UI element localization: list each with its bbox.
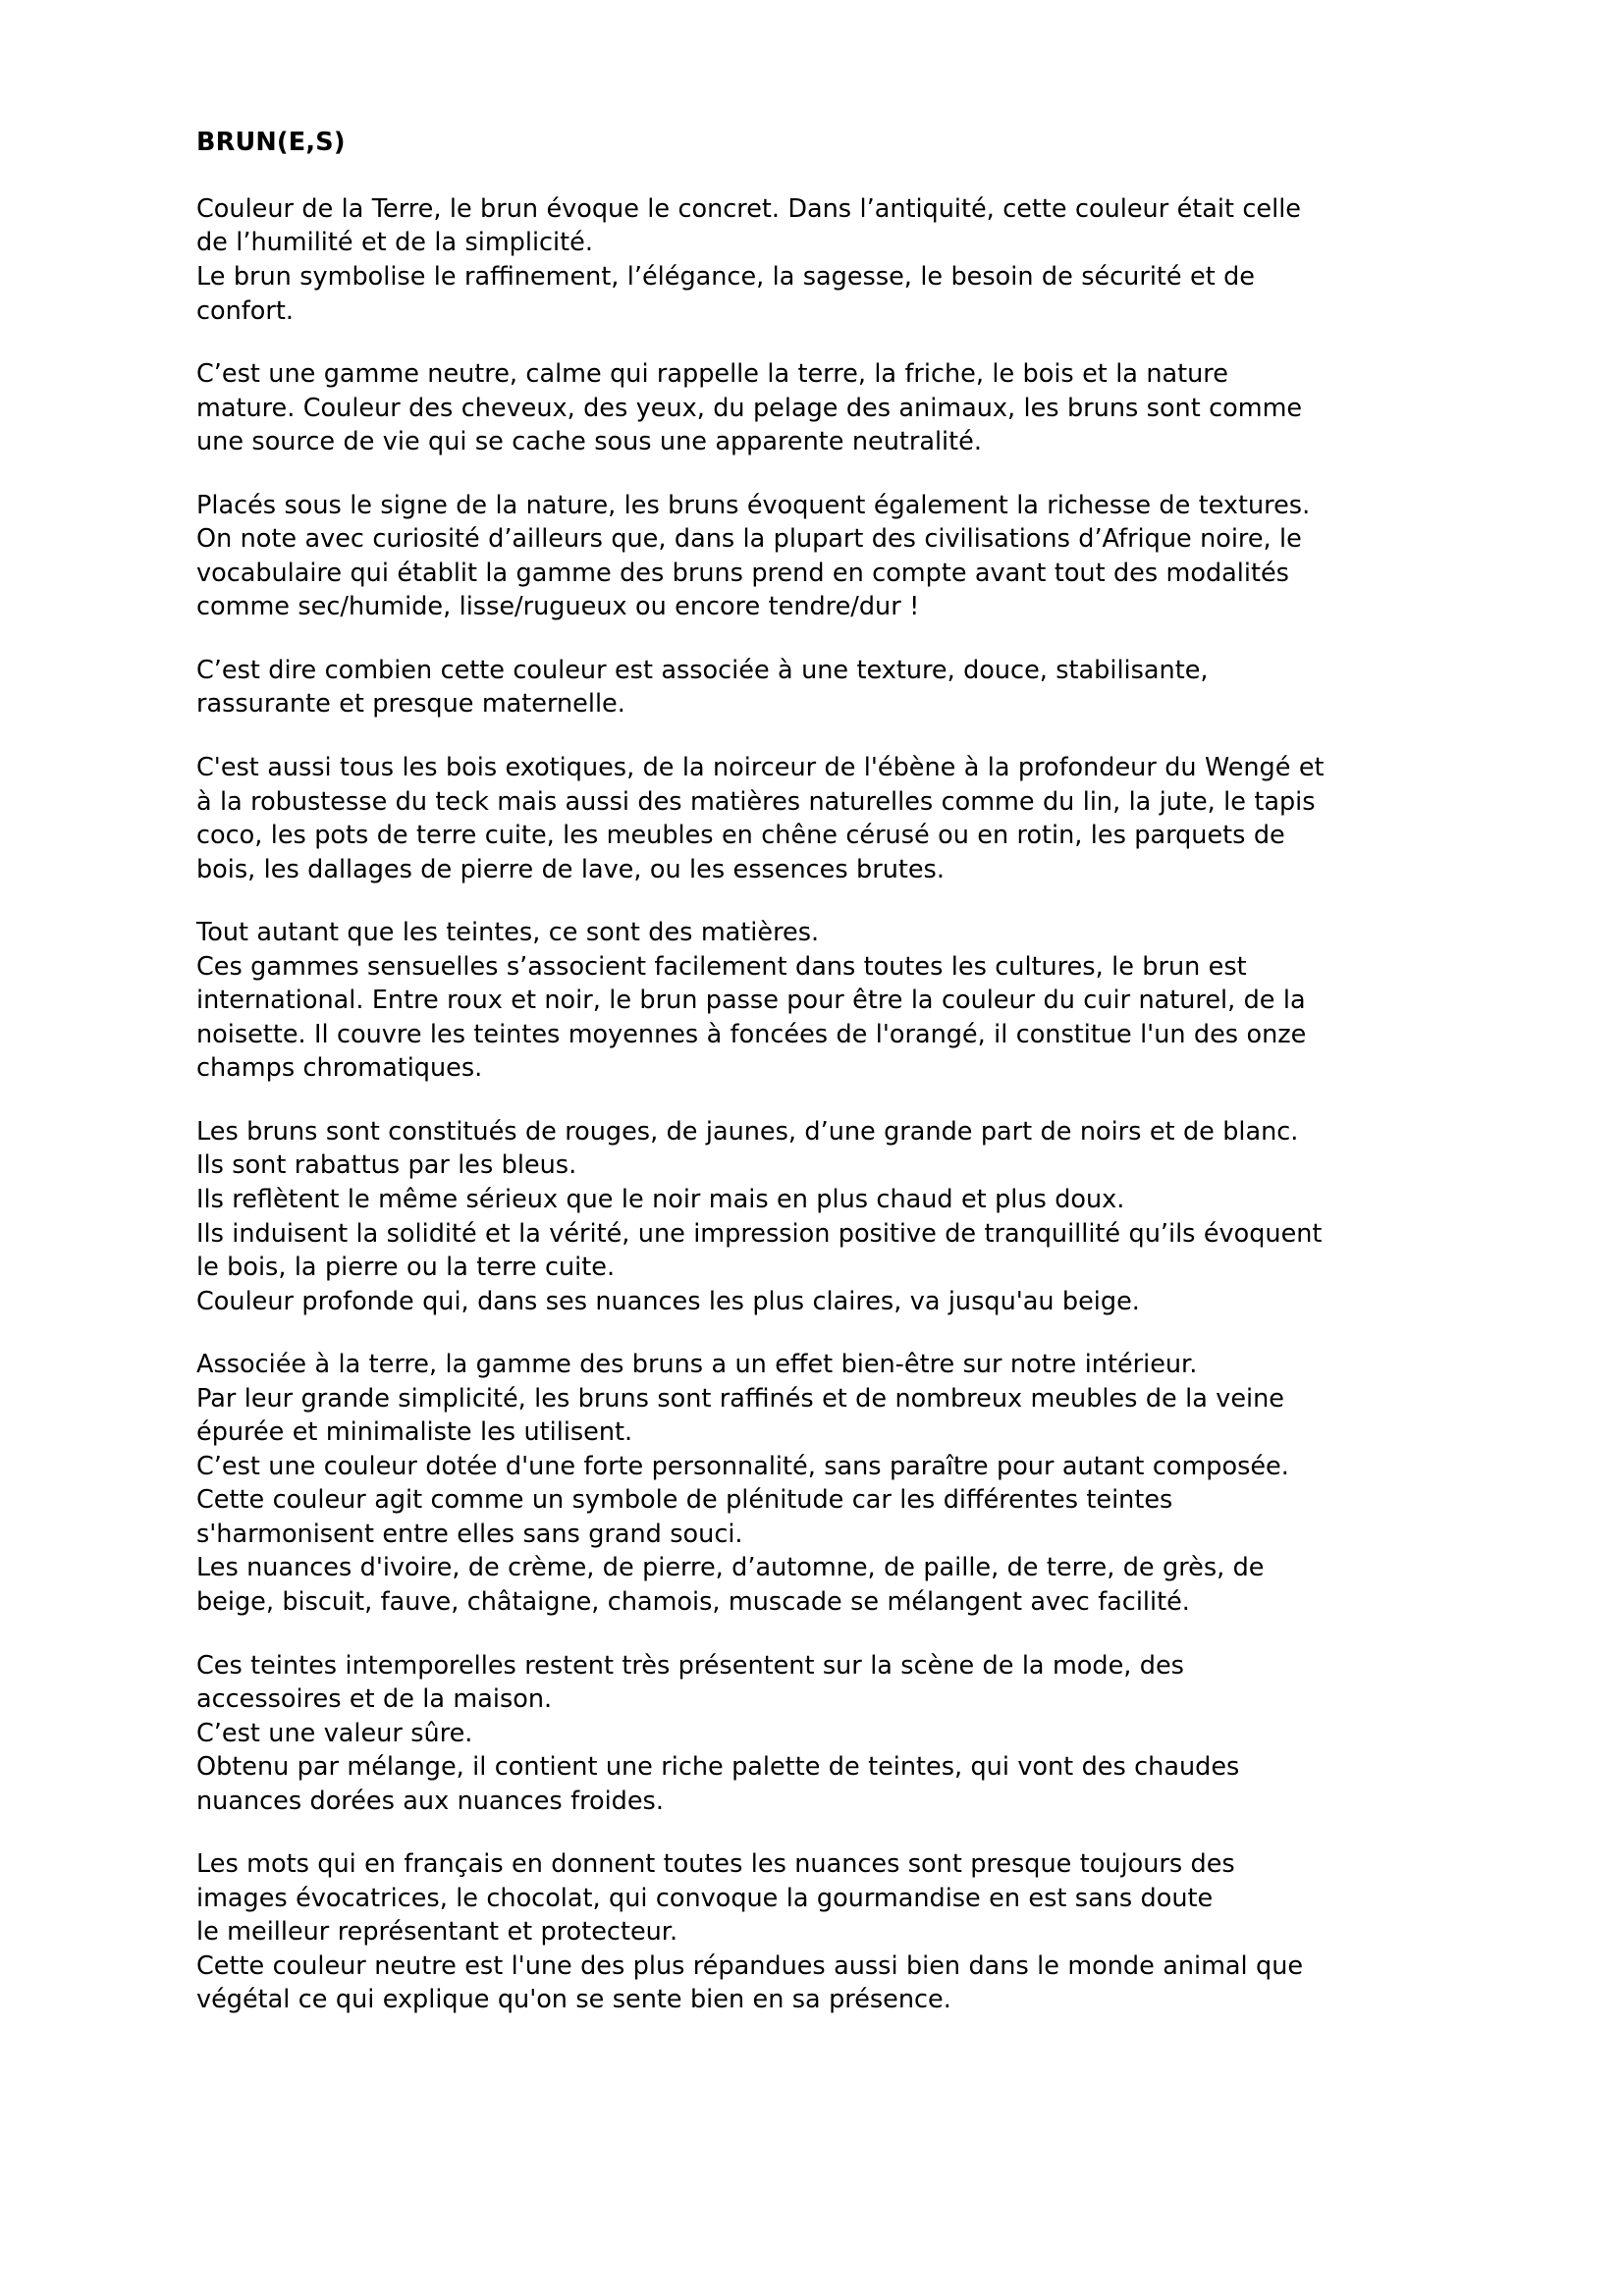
text-line: coco, les pots de terre cuite, les meubles en chêne cérusé ou en rotin, les parquets de bbox=[196, 821, 1285, 851]
paragraph-5 bbox=[196, 751, 1419, 886]
paragraph-7 bbox=[196, 1115, 1419, 1318]
text-line: Associée à la terre, la gamme des bruns a un effet bien-être sur notre intérieur. bbox=[196, 1350, 1198, 1380]
text-line: rassurante et presque maternelle. bbox=[196, 689, 625, 720]
paragraph-3 bbox=[196, 489, 1419, 624]
text-line: C’est une couleur dotée d'une forte personnalité, sans paraître pour autant composée. bbox=[196, 1451, 1289, 1481]
text-line: images évocatrices, le chocolat, qui convoque la gourmandise en est sans doute bbox=[196, 1883, 1214, 1913]
text-line: une source de vie qui se cache sous une apparente neutralité. bbox=[196, 427, 982, 457]
text-line: Ils induisent la solidité et la vérité, une impression positive de tranquillité qu’ils évoquent bbox=[196, 1218, 1323, 1249]
text-line: Tout autant que les teintes, ce sont des matières. bbox=[196, 918, 820, 948]
text-line: épurée et minimaliste les utilisent. bbox=[196, 1417, 633, 1448]
text-line: le meilleur représentant et protecteur. bbox=[196, 1917, 678, 1948]
paragraph-1 bbox=[196, 192, 1419, 328]
text-line: Les bruns sont constitués de rouges, de jaunes, d’une grande part de noirs et de blanc. bbox=[196, 1116, 1299, 1147]
paragraph-8 bbox=[196, 1348, 1419, 1619]
page-title: BRUN(E,S) bbox=[196, 128, 346, 157]
text-line: Les mots qui en français en donnent toutes les nuances sont presque toujours des bbox=[196, 1849, 1235, 1880]
text-line: mature. Couleur des cheveux, des yeux, du pelage des animaux, les bruns sont comme bbox=[196, 393, 1303, 423]
text-line: s'harmonisent entre elles sans grand souci. bbox=[196, 1519, 743, 1549]
text-line: champs chromatiques. bbox=[196, 1053, 483, 1084]
text-line: C’est une valeur sûre. bbox=[196, 1718, 473, 1748]
paragraph-9 bbox=[196, 1649, 1419, 1819]
text-line: beige, biscuit, fauve, châtaigne, chamois, muscade se mélangent avec facilité. bbox=[196, 1587, 1190, 1618]
text-line: accessoires et de la maison. bbox=[196, 1684, 553, 1715]
paragraph-4 bbox=[196, 654, 1419, 721]
text-line: Cette couleur neutre est l'une des plus répandues aussi bien dans le monde animal que bbox=[196, 1950, 1304, 1981]
text-line: à la robustesse du teck mais aussi des matières naturelles comme du lin, la jute, le tapis bbox=[196, 786, 1316, 817]
text-line: Couleur profonde qui, dans ses nuances les plus claires, va jusqu'au beige. bbox=[196, 1286, 1140, 1316]
text-line: Les nuances d'ivoire, de crème, de pierre, d’automne, de paille, de terre, de grès, de bbox=[196, 1553, 1265, 1583]
text-line: Ils sont rabattus par les bleus. bbox=[196, 1150, 577, 1181]
text-line: C'est aussi tous les bois exotiques, de la noirceur de l'ébène à la profondeur du Wengé et bbox=[196, 752, 1325, 782]
text-line: comme sec/humide, lisse/rugueux ou encore tendre/dur ! bbox=[196, 592, 920, 622]
text-line: Ces gammes sensuelles s’associent facilement dans toutes les cultures, le brun est bbox=[196, 951, 1247, 982]
document-body bbox=[196, 192, 1496, 2017]
text-line: C’est une gamme neutre, calme qui rappelle la terre, la friche, le bois et la nature bbox=[196, 359, 1228, 390]
text-line: Cette couleur agit comme un symbole de plénitude car les différentes teintes bbox=[196, 1485, 1173, 1516]
text-line: Le brun symbolise le raffinement, l’élégance, la sagesse, le besoin de sécurité et de bbox=[196, 261, 1255, 292]
text-line: végétal ce qui explique qu'on se sente bien en sa présence. bbox=[196, 1985, 951, 2015]
text-line: bois, les dallages de pierre de lave, ou les essences brutes. bbox=[196, 854, 945, 884]
text-line: Obtenu par mélange, il contient une riche palette de teintes, qui vont des chaudes bbox=[196, 1752, 1240, 1783]
text-line: Couleur de la Terre, le brun évoque le concret. Dans l’antiquité, cette couleur était celle bbox=[196, 193, 1301, 224]
text-line: Ces teintes intemporelles restent très présentent sur la scène de la mode, des bbox=[196, 1650, 1184, 1681]
text-line: international. Entre roux et noir, le brun passe pour être la couleur du cuir naturel, de la bbox=[196, 986, 1306, 1016]
text-line: C’est dire combien cette couleur est associée à une texture, douce, stabilisante, bbox=[196, 655, 1209, 685]
text-line: nuances dorées aux nuances froides. bbox=[196, 1786, 664, 1816]
paragraph-10 bbox=[196, 1847, 1419, 2017]
text-line: de l’humilité et de la simplicité. bbox=[196, 228, 593, 258]
text-line: vocabulaire qui établit la gamme des bruns prend en compte avant tout des modalités bbox=[196, 558, 1289, 588]
paragraph-2 bbox=[196, 357, 1419, 459]
text-line: confort. bbox=[196, 295, 294, 326]
text-line: noisette. Il couvre les teintes moyennes à foncées de l'orangé, il constitue l'un des onze bbox=[196, 1019, 1307, 1049]
text-line: On note avec curiosité d’ailleurs que, dans la plupart des civilisations d’Afrique noire, le bbox=[196, 524, 1302, 555]
text-line: Ils reflètent le même sérieux que le noir mais en plus chaud et plus doux. bbox=[196, 1185, 1125, 1214]
text-line: Placés sous le signe de la nature, les bruns évoquent également la richesse de textures. bbox=[196, 490, 1311, 520]
text-line: Par leur grande simplicité, les bruns sont raffinés et de nombreux meubles de la veine bbox=[196, 1383, 1284, 1414]
text-line: le bois, la pierre ou la terre cuite. bbox=[196, 1253, 616, 1283]
paragraph-6 bbox=[196, 916, 1419, 1086]
